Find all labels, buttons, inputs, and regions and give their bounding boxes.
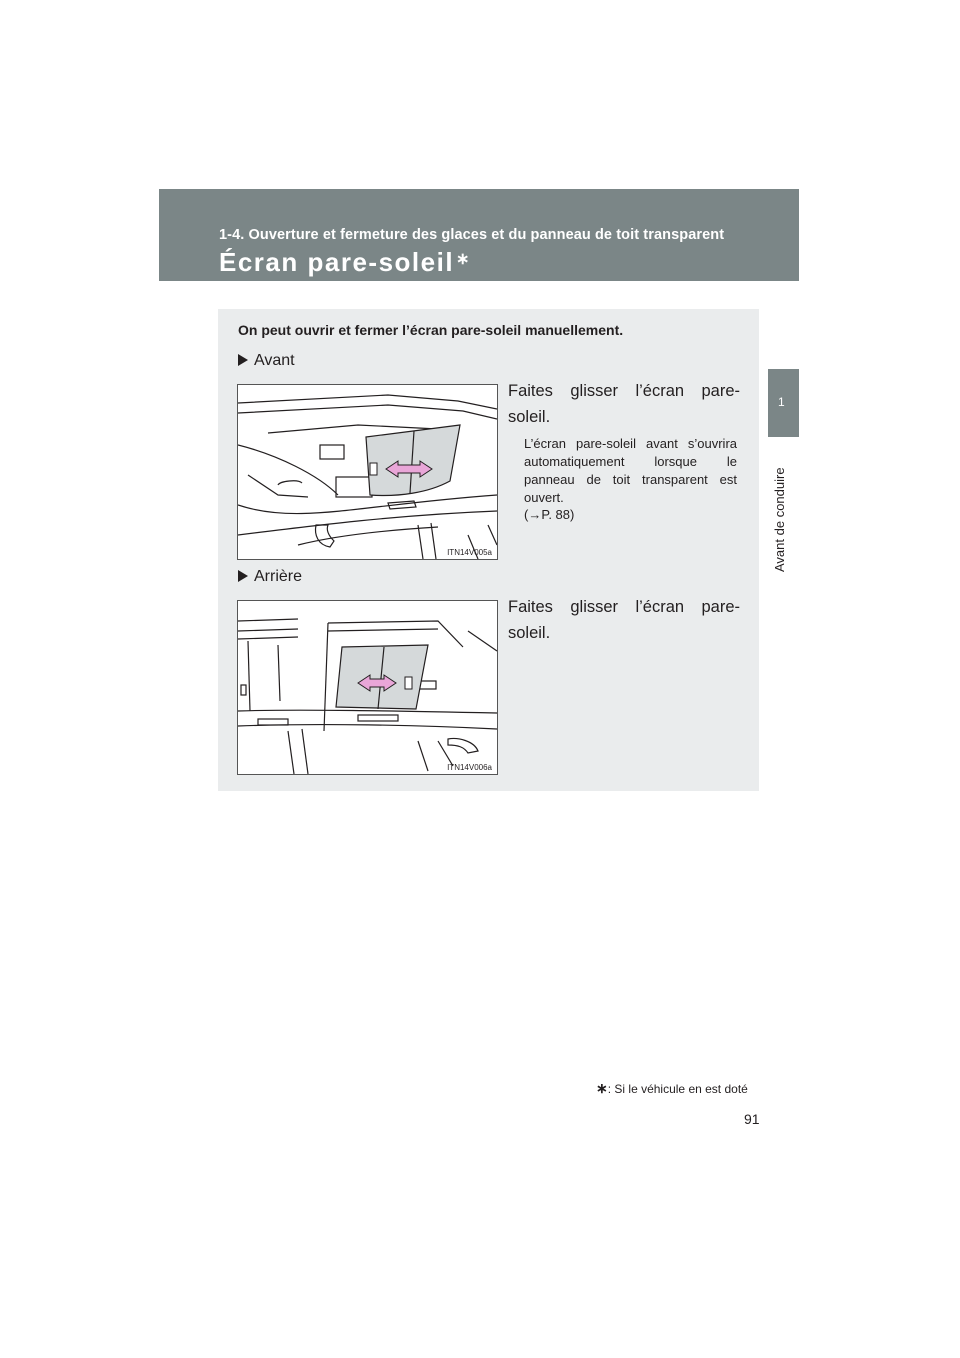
front-note: L’écran pare-soleil avant s’ouvrira automatiquement lorsque le panneau de toit transparent est ouvert.: [524, 436, 737, 505]
rear-instruction: Faites glisser l’écran pare-soleil.: [508, 598, 740, 642]
rear-heading-wrap: [238, 568, 302, 586]
front-heading-wrap: [238, 352, 295, 370]
figure-label: ITN14V006a: [447, 763, 492, 772]
intro-text: On peut ouvrir et fermer l’écran pare-soleil manuellement.: [238, 322, 624, 338]
front-roof-drawing: [238, 385, 497, 559]
footnote-text: : Si le véhicule en est doté: [607, 1082, 748, 1096]
footnote: [596, 1080, 748, 1097]
rear-sunshade-illustration: [237, 600, 498, 775]
front-heading: Avant: [254, 352, 295, 369]
rear-roof-drawing: [238, 601, 497, 774]
rear-heading: Arrière: [254, 568, 303, 585]
optional-equipment-marker: ∗: [456, 251, 471, 268]
chapter-number: 1: [778, 395, 785, 409]
page-title-wrap: [219, 247, 471, 278]
triangle-bullet-icon: [238, 354, 248, 366]
section-title: 1-4. Ouverture et fermeture des glaces et du panneau de toit transparent: [219, 227, 725, 243]
triangle-bullet-icon: [238, 570, 248, 582]
figure-label: ITN14V005a: [447, 548, 492, 557]
chapter-label: Avant de conduire: [772, 467, 787, 572]
footnote-marker: ∗: [596, 1080, 608, 1096]
page-reference: (→P. 88): [524, 507, 575, 522]
front-instruction: Faites glisser l’écran pare-soleil.: [508, 382, 740, 426]
page-number: 91: [744, 1111, 760, 1127]
page-title: Écran pare-soleil: [219, 247, 455, 277]
front-sunshade-illustration: [237, 384, 498, 560]
